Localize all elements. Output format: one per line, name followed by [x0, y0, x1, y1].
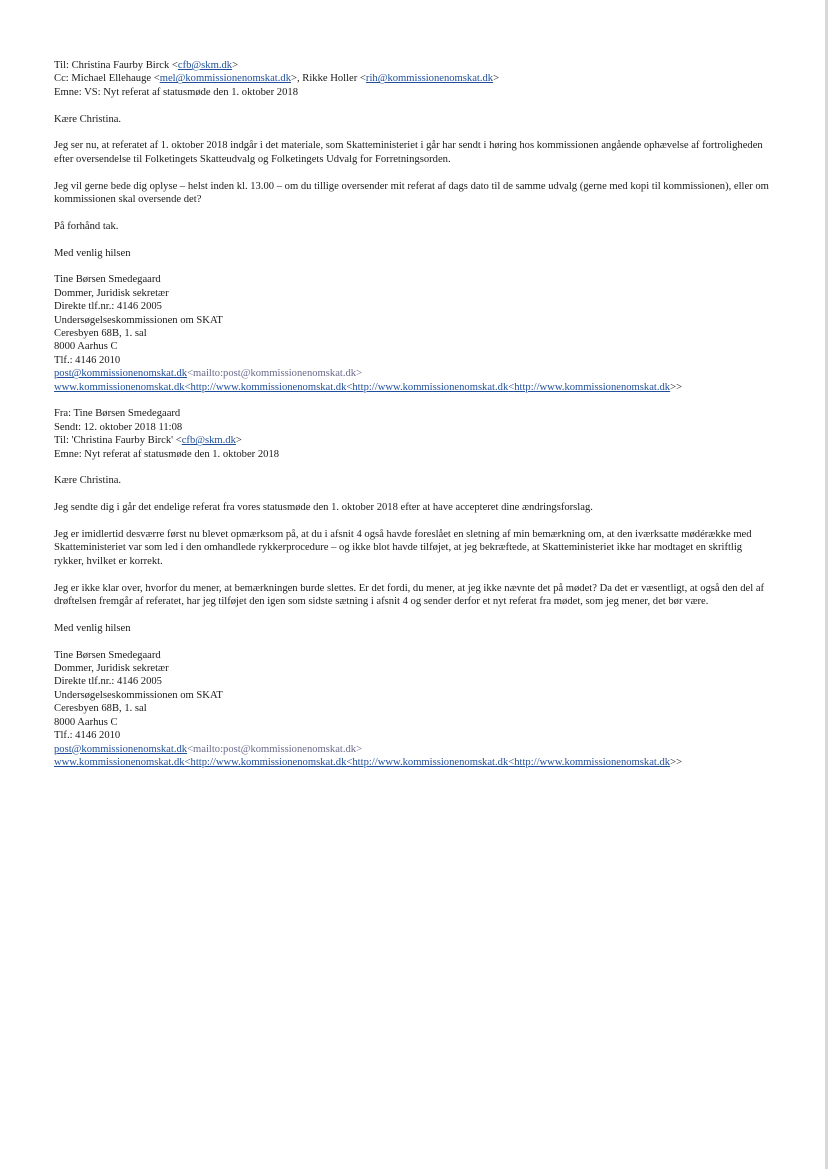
body-paragraph: Jeg vil gerne bede dig oplyse – helst inden kl. 13.00 – om du tillige oversender mit referat af dags dato til de samme udvalg (gerne med kopi til kommissionen), eller om kommissionen skal oversende det? — [54, 180, 769, 206]
signature-mailto: <mailto:post@kommissionenomskat.dk> — [187, 743, 363, 755]
to-email-link[interactable]: cfb@skm.dk — [177, 60, 233, 71]
signature-web-link[interactable]: www.kommissionenomskat.dk — [54, 381, 185, 393]
signature-web-link[interactable]: www.kommissionenomskat.dk — [54, 756, 185, 768]
signature-web-line: www.kommissionenomskat.dk<http://www.kommissionenomskat.dk<http://www.kommissionenomskat.dk<http://www.kommissionenomskat.dk>> — [54, 381, 683, 393]
signature-web-link[interactable]: <http://www.kommissionenomskat.dk — [508, 381, 671, 393]
cc-line: Cc: Michael Ellehauge <mel@kommissionenomskat.dk>, Rikke Holler <rih@kommissionenomskat.dk> — [54, 73, 500, 85]
signature-email-link[interactable]: post@kommissionenomskat.dk — [54, 743, 188, 755]
signature-direct-phone: Direkte tlf.nr.: 4146 2005 — [54, 676, 162, 688]
signature-direct-phone: Direkte tlf.nr.: 4146 2005 — [54, 301, 162, 313]
body-paragraph: Jeg er ikke klar over, hvorfor du mener, at bemærkningen burde slettes. Er det fordi, du mener, at jeg ikke nævnte det på mødet? Da det er væsentligt, at også den del af drøftelsen fremgår af referatet, har jeg tilføjet den igen som sidste sætning i afsnit 4 og sender derfor et nyt referat fra mødet, som jeg mener, det bør være. — [54, 582, 765, 608]
signature-block — [54, 273, 774, 394]
closing: Med venlig hilsen — [54, 622, 131, 634]
signature-name: Tine Børsen Smedegaard — [54, 274, 161, 286]
signature-web-link[interactable]: <http://www.kommissionenomskat.dk — [346, 381, 509, 393]
signature-org: Undersøgelseskommissionen om SKAT — [54, 314, 223, 326]
signature-web-link[interactable]: <http://www.kommissionenomskat.dk — [184, 756, 347, 768]
signature-street: Ceresbyen 68B, 1. sal — [54, 703, 147, 715]
signature-city: 8000 Aarhus C — [54, 341, 118, 353]
body-paragraph: På forhånd tak. — [54, 220, 119, 232]
cc-email-link-1[interactable]: mel@kommissionenomskat.dk — [159, 73, 291, 85]
subject-line: Emne: Nyt referat af statusmøde den 1. oktober 2018 — [54, 448, 280, 460]
signature-block — [54, 649, 774, 770]
sent-line: Sendt: 12. oktober 2018 11:08 — [54, 421, 183, 433]
body-paragraph: Jeg ser nu, at referatet af 1. oktober 2018 indgår i det materiale, som Skatteministeriet i går har sendt i høring hos kommissionen angående ophævelse af fortroligheden efter oversendelse til Folketingets Skatteudvalg og Folketingets Udvalg for Forretningsorden. — [54, 140, 763, 165]
signature-street: Ceresbyen 68B, 1. sal — [54, 328, 147, 340]
to-email-link[interactable]: cfb@skm.dk — [181, 435, 236, 447]
signature-phone: Tlf.: 4146 2010 — [54, 354, 121, 366]
signature-title: Dommer, Juridisk sekretær — [54, 663, 169, 675]
signature-email-link[interactable]: post@kommissionenomskat.dk — [54, 368, 188, 380]
greeting: Kære Christina. — [54, 475, 122, 487]
to-line: Til: Christina Faurby Birck <cfb@skm.dk> — [54, 60, 239, 71]
signature-web-link[interactable]: <http://www.kommissionenomskat.dk — [346, 756, 509, 768]
to-line: Til: 'Christina Faurby Birck' <cfb@skm.dk> — [54, 435, 242, 447]
greeting: Kære Christina. — [54, 113, 122, 125]
signature-web-link[interactable]: <http://www.kommissionenomskat.dk — [508, 756, 671, 768]
signature-web-line: www.kommissionenomskat.dk<http://www.kommissionenomskat.dk<http://www.kommissionenomskat.dk<http://www.kommissionenomskat.dk>> — [54, 756, 683, 768]
signature-mailto: <mailto:post@kommissionenomskat.dk> — [187, 368, 363, 380]
subject-line: Emne: VS: Nyt referat af statusmøde den 1. oktober 2018 — [54, 86, 298, 98]
signature-title: Dommer, Juridisk sekretær — [54, 287, 169, 299]
signature-city: 8000 Aarhus C — [54, 716, 118, 728]
body-paragraph: Jeg er imidlertid desværre først nu blevet opmærksom på, at du i afsnit 4 også havde foreslået en sletning af min bemærkning om, at den iværksatte mødérække med Skatteministeriet var som led i den omhandlede rykkerprocedure – og ikke blot havde tilføjet, at jeg bekræftede, at Skatteministeriet ikke har modtaget en skriftlig rykker, hvilket er korrekt. — [54, 529, 752, 567]
signature-name: Tine Børsen Smedegaard — [54, 649, 161, 661]
signature-email-line — [54, 367, 774, 380]
signature-phone: Tlf.: 4146 2010 — [54, 730, 121, 742]
email-document — [54, 59, 774, 769]
signature-web-link[interactable]: <http://www.kommissionenomskat.dk — [184, 381, 347, 393]
cc-email-link-2[interactable]: rih@kommissionenomskat.dk — [365, 73, 494, 85]
closing: Med venlig hilsen — [54, 247, 131, 259]
signature-email-line — [54, 743, 774, 756]
signature-org: Undersøgelseskommissionen om SKAT — [54, 689, 223, 701]
body-paragraph: Jeg sendte dig i går det endelige referat fra vores statusmøde den 1. oktober 2018 efter at have accepteret dine ændringsforslag. — [54, 502, 593, 514]
from-line: Fra: Tine Børsen Smedegaard — [54, 408, 181, 420]
